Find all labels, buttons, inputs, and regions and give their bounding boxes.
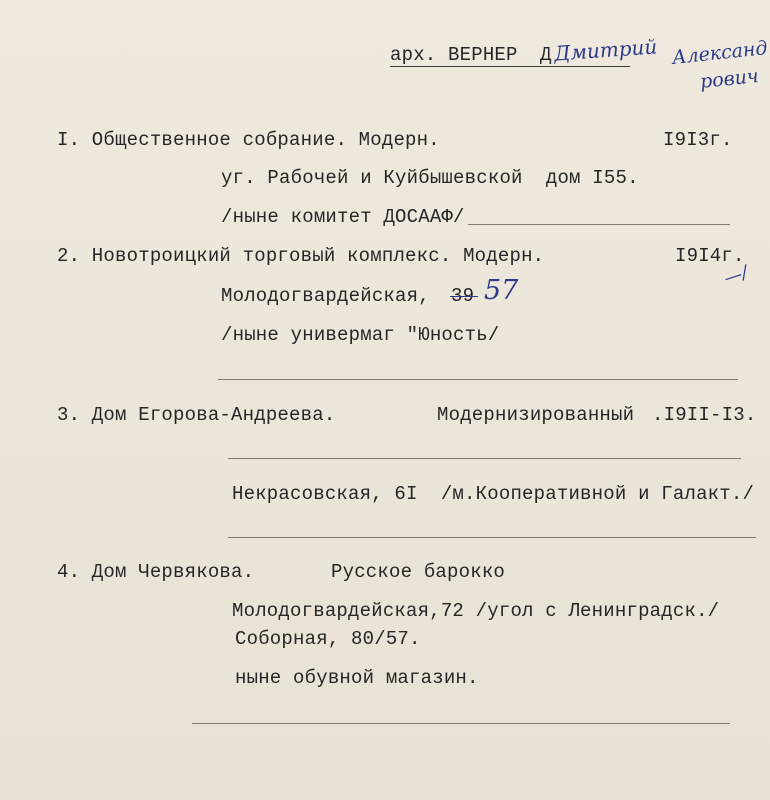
entry-3-year: .I9II-I3. (652, 404, 757, 426)
entry-2-rule (218, 379, 738, 380)
architect-label: арх. ВЕРНЕР (390, 44, 518, 66)
entry-3-style: Модернизированный (437, 404, 635, 426)
entry-3-title: 3. Дом Егорова-Андреева. (57, 404, 336, 426)
entry-2-year: I9I4г. (675, 245, 745, 267)
entry-4-address-2: Соборная, 80/57. (235, 628, 421, 650)
margin-mark: —/ (721, 261, 751, 290)
handwritten-first-name: Дмитрий (553, 34, 658, 66)
entry-2-title: 2. Новотроицкий торговый комплекс. Модерн. (57, 245, 545, 267)
header-underline (390, 66, 630, 67)
handwritten-patronymic-1: Александ (671, 37, 769, 69)
entry-4-rule (192, 723, 730, 724)
entry-3-rule-top (228, 458, 741, 459)
entry-1-rule (468, 224, 730, 225)
entry-1-address: уг. Рабочей и Куйбышевской дом I55. (221, 167, 639, 189)
entry-1-title: I. Общественное собрание. Модерн. (57, 129, 440, 151)
entry-4-note: ныне обувной магазин. (235, 667, 479, 689)
entry-4-address: Молодогвардейская,72 /угол с Ленинградск./ (232, 600, 720, 622)
entry-3-address: Некрасовская, 6I /м.Кооперативной и Галакт./ (232, 483, 755, 505)
entry-4-style: Русское барокко (331, 561, 506, 583)
entry-2-note: /ныне универмаг "Юность/ (221, 324, 500, 346)
entry-3-rule-bottom (228, 537, 756, 538)
handwritten-patronymic-2: рович (699, 64, 760, 94)
strikethrough-mark (450, 296, 478, 297)
architect-initial: Д (540, 44, 552, 66)
entry-4-title: 4. Дом Червякова. (57, 561, 255, 583)
entry-1-year: I9I3г. (663, 129, 733, 151)
entry-1-note: /ныне комитет ДОСААФ/ (221, 206, 465, 228)
entry-2-struck-number: 39 (451, 285, 475, 307)
entry-2-address-street: Молодогвардейская, (221, 285, 430, 307)
handwritten-number: 57 (484, 275, 519, 306)
